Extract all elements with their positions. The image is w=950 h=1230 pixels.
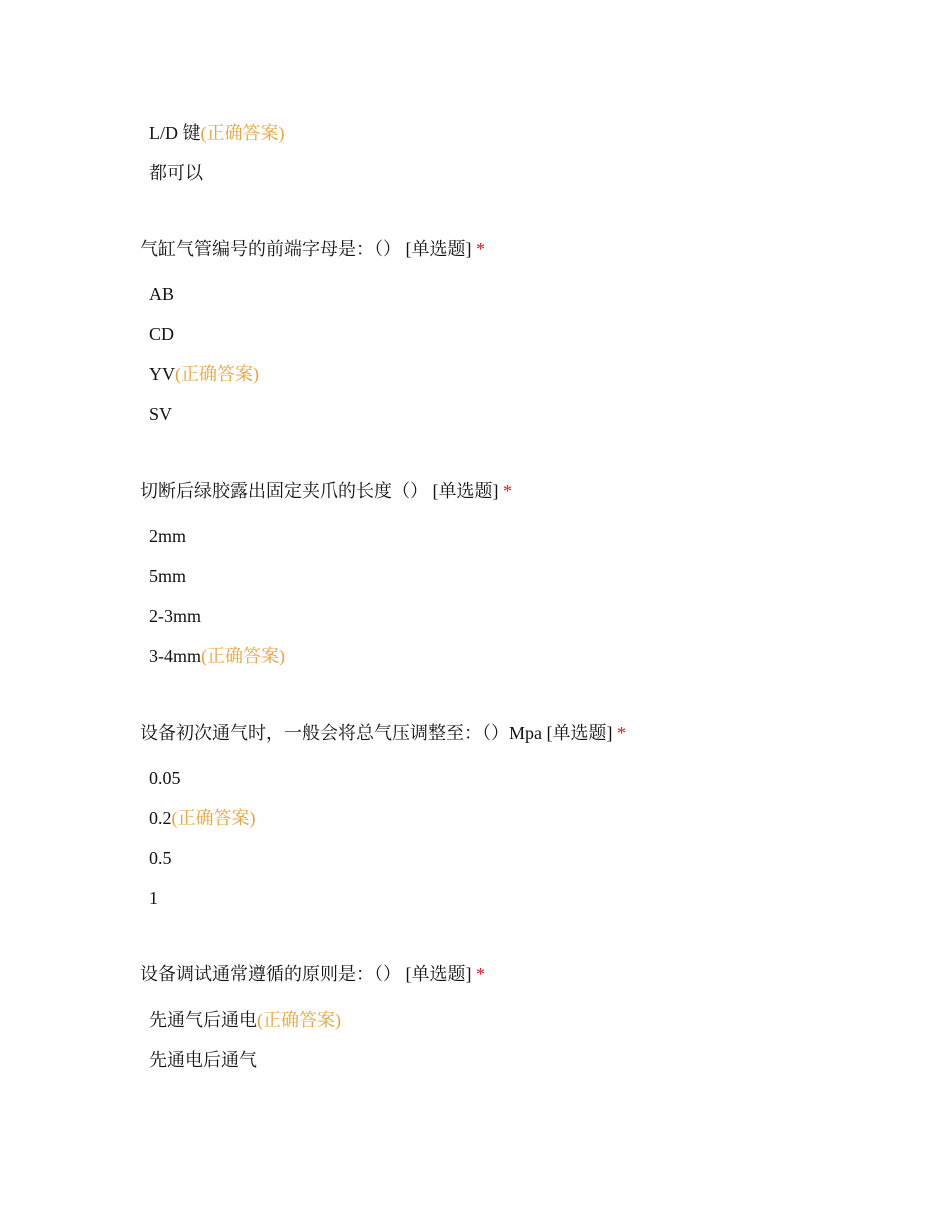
option-text: 5mm	[149, 566, 187, 586]
required-marker: *	[617, 723, 626, 743]
question-title	[140, 237, 485, 261]
option-text: 2mm	[149, 526, 187, 546]
correct-answer-marker: (正确答案)	[200, 123, 285, 143]
correct-answer-marker: (正确答案)	[257, 1010, 341, 1030]
option-text: 1	[149, 888, 158, 908]
question-type: [单选题]	[405, 239, 472, 259]
correct-answer-marker: (正确答案)	[175, 364, 259, 384]
option-item	[149, 766, 181, 790]
option-text: 2-3mm	[149, 606, 201, 626]
option-item	[149, 402, 172, 426]
option-text: 3-4mm	[149, 646, 201, 666]
option-text: L/D 键	[149, 123, 201, 143]
option-item	[149, 362, 259, 386]
option-item	[149, 1008, 341, 1032]
option-text: 都可以	[149, 163, 203, 183]
option-item	[149, 604, 201, 628]
option-item	[149, 886, 158, 910]
option-item	[149, 282, 174, 306]
option-item	[149, 121, 285, 145]
option-text: SV	[149, 404, 173, 424]
option-text: 0.05	[149, 768, 181, 788]
option-item	[149, 644, 285, 668]
required-marker: *	[476, 964, 485, 984]
question-type: [单选题]	[432, 481, 499, 501]
option-text: CD	[149, 324, 175, 344]
question-type: [单选题]	[405, 964, 472, 984]
option-text: YV	[149, 364, 175, 384]
question-text: 切断后绿胶露出固定夹爪的长度（）	[140, 481, 428, 501]
correct-answer-marker: (正确答案)	[171, 808, 256, 828]
question-title	[140, 962, 485, 986]
required-marker: *	[503, 481, 512, 501]
option-item	[149, 161, 203, 185]
option-item	[149, 322, 174, 346]
option-text: 0.2	[149, 808, 172, 828]
question-text: 设备初次通气时，一般会将总气压调整至：（）Mpa	[140, 723, 542, 743]
option-item	[149, 806, 256, 830]
correct-answer-marker: (正确答案)	[201, 646, 285, 666]
option-item	[149, 1048, 257, 1072]
option-text: 0.5	[149, 848, 172, 868]
question-title	[140, 479, 512, 503]
question-text: 设备调试通常遵循的原则是：（）	[140, 964, 401, 984]
option-text: 先通电后通气	[149, 1050, 257, 1070]
required-marker: *	[476, 239, 485, 259]
option-text: AB	[149, 284, 175, 304]
option-item	[149, 524, 186, 548]
option-item	[149, 564, 186, 588]
option-item	[149, 846, 172, 870]
question-title	[140, 721, 626, 745]
question-text: 气缸气管编号的前端字母是：（）	[140, 239, 401, 259]
option-text: 先通气后通电	[149, 1010, 257, 1030]
question-type: [单选题]	[546, 723, 613, 743]
